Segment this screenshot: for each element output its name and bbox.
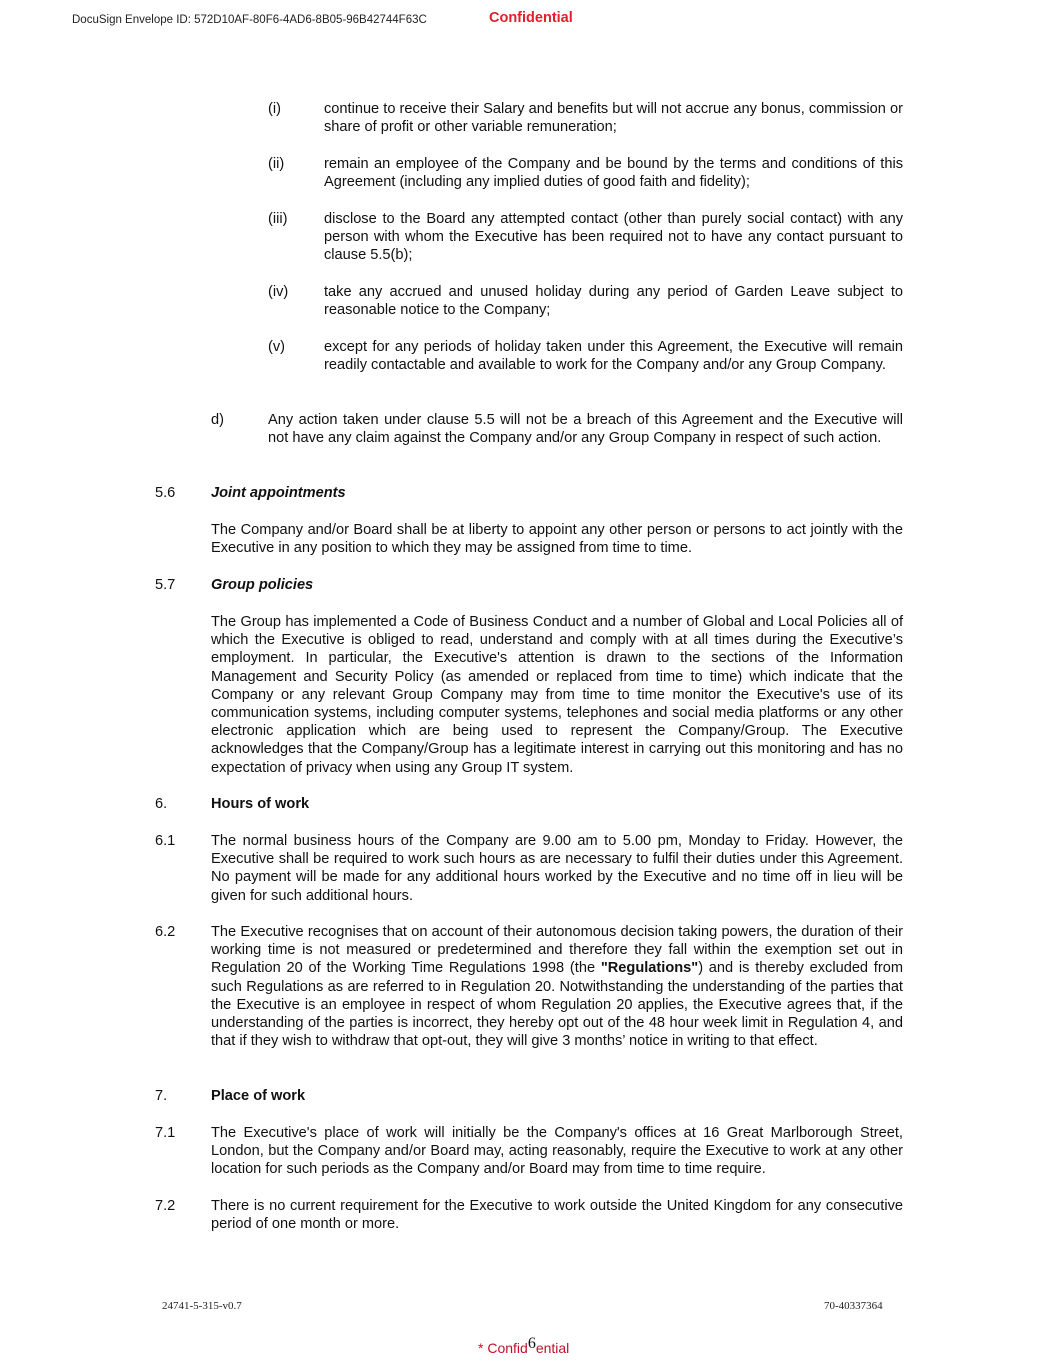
item-number: (iii) — [268, 211, 288, 227]
section-heading: Place of work — [211, 1088, 306, 1104]
section-number: 7. — [155, 1088, 168, 1104]
section-number: 6.2 — [155, 924, 176, 940]
footer-confidential — [478, 1335, 570, 1358]
section-text — [211, 923, 903, 1050]
clause-d-number: d) — [211, 412, 224, 428]
confidential-label: Confidential — [489, 10, 573, 26]
section-text: The Company and/or Board shall be at liberty to appoint any other person or persons to act jointly with the Executive in any position to which they may be assigned from time to time. — [211, 522, 903, 557]
section-text: The Group has implemented a Code of Business Conduct and a number of Global and Local Policies all of which the Executive is obliged to read, understand and comply with at all times during the Executive’s employment. In particular, the Executive's attention is drawn to the sections of the Information Management and Security Policy (as amended or replaced from time to time) which indicate that the Company or any relevant Group Company may from time to time monitor the Executive's use of its communication systems, including computer systems, telephones and social media platforms or any other electronic application which are being used to represent the Company/Group. The Executive acknowledges that the Company/Group has a legitimate interest in carrying out this monitoring and has no expectation of privacy when using any Group IT system. — [211, 614, 903, 776]
section-number: 6.1 — [155, 833, 176, 849]
footer-doc-number: 70-40337364 — [824, 1300, 883, 1312]
item-number: (ii) — [268, 156, 285, 172]
defined-term: "Regulations" — [600, 960, 699, 977]
section-number: 5.6 — [155, 485, 176, 501]
page-number: 6 — [527, 1335, 536, 1352]
section-text: The Executive's place of work will initially be the Company's offices at 16 Great Marlborough Street, London, but the Company and/or Board may, acting reasonably, require the Executive to work at any other location for such periods as the Company and/or Board may from time to time require. — [211, 1125, 903, 1178]
clause-d-text: Any action taken under clause 5.5 will not be a breach of this Agreement and the Executive will not have any claim against the Company and/or any Group Company in respect of such action. — [268, 412, 903, 447]
item-number: (iv) — [268, 284, 289, 300]
section-text: The normal business hours of the Company are 9.00 am to 5.00 pm, Monday to Friday. However, the Executive shall be required to work such hours as are necessary to fulfil their duties under this Agreement. No payment will be made for any additional hours worked by the Executive and no time off in lieu will be given for such additional hours. — [211, 833, 903, 904]
item-text: take any accrued and unused holiday during any period of Garden Leave subject to reasonable notice to the Company; — [324, 284, 903, 319]
confidential-text: * Confid — [478, 1340, 528, 1356]
section-number: 7.2 — [155, 1198, 176, 1214]
text-part: ) and is thereby excluded from such Regulations as are referred to in Regulation 20. Notwithstanding the understanding of the parties that the Executive is an employee in respect of whom Regulation 20 applies, the Executive agrees that, if the understanding of the parties is incorrect, they hereby opt out of the 48 hour week limit in Regulation 4, and that if they wish to withdraw that opt-out, they will give 3 months’ notice in writing to that effect. — [211, 960, 903, 1050]
item-text: disclose to the Board any attempted contact (other than purely social contact) with any person with whom the Executive has been required not to have any contact pursuant to clause 5.5(b); — [324, 211, 903, 264]
item-text: continue to receive their Salary and benefits but will not accrue any bonus, commission or share of profit or other variable remuneration; — [324, 101, 903, 136]
footer-doc-ref: 24741-5-315-v0.7 — [162, 1300, 242, 1312]
section-number: 7.1 — [155, 1125, 176, 1141]
item-number: (v) — [268, 339, 286, 355]
item-text: remain an employee of the Company and be bound by the terms and conditions of this Agreement (including any implied duties of good faith and fidelity); — [324, 156, 903, 191]
envelope-id: DocuSign Envelope ID: 572D10AF-80F6-4AD6-8B05-96B42744F63C — [72, 14, 427, 26]
confidential-text: ential — [535, 1340, 570, 1356]
item-text: except for any periods of holiday taken under this Agreement, the Executive will remain readily contactable and available to work for the Company and/or any Group Company. — [324, 339, 903, 374]
section-heading: Joint appointments — [211, 485, 346, 501]
section-number: 6. — [155, 796, 168, 812]
section-heading: Group policies — [211, 577, 314, 593]
text-part: The Executive recognises that on account of their autonomous decision taking powers, the duration of their working time is not measured or predetermined and therefore they fall within the exemption set out in Regulation 20 of the Working Time Regulations 1998 (the — [211, 924, 903, 977]
section-number: 5.7 — [155, 577, 176, 593]
section-heading: Hours of work — [211, 796, 310, 812]
item-number: (i) — [268, 101, 281, 117]
section-text: There is no current requirement for the Executive to work outside the United Kingdom for any consecutive period of one month or more. — [211, 1198, 903, 1233]
